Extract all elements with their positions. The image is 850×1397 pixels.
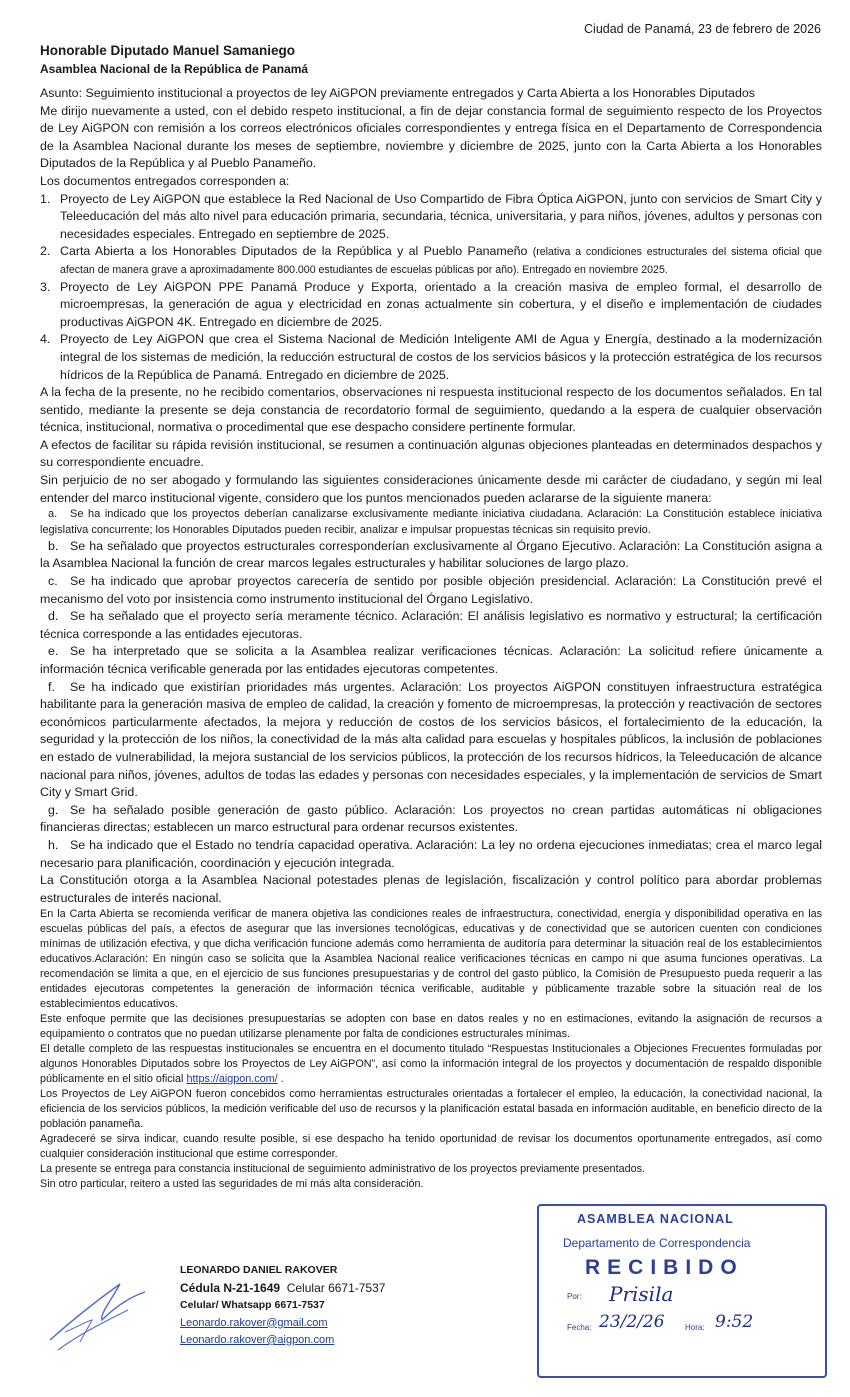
docs-header: Los documentos entregados corresponden a:	[40, 173, 290, 188]
open-letter-paragraph: En la Carta Abierta se recomienda verificar de manera objetiva las condiciones reales de infraestructura, conectividad, energía y disponibilidad operativa en las escuelas públicas del país, a efectos de asegurar que las inversiones tecnológicas, educativas y de conectividad que se autoricen cuenten con condiciones mínimas de utilización efectiva, y que dicha verificación funcione además como herramienta de auditoría para determinar la situación real de los establecimientos educativos.Aclaración: En ningún caso se solicita que la Asamblea Nacional realice verificaciones técnicas en campo ni que asuma funciones operativas. La recomendación se limita a que, en el ejercicio de sus funciones presupuestarias y de control del gasto público, la Comisión de Presupuesto pueda requerir a las entidades ejecutoras competentes la generación de información técnica verificable, auditable y públicamente trazable sobre la situación real de los establecimientos educativos.	[40, 908, 822, 1011]
subject-line: Asunto: Seguimiento institucional a proyectos de ley AiGPON previamente entregados y Carta Abierta a los Honorables Diputados	[40, 86, 755, 100]
approach-paragraph: Este enfoque permite que las decisiones presupuestarias se adopten con base en datos reales y no en estimaciones, evitando la asignación de recursos a equipamiento o contratos que no puedan utilizarse plenamente por falta de condiciones estructurales mínimas.	[40, 1013, 822, 1041]
stamp-org: ASAMBLEA NACIONAL	[577, 1212, 734, 1226]
stamp-fecha-label: Fecha:	[567, 1323, 592, 1332]
thanks-paragraph: Agradeceré se sirva indicar, cuando resulte posible, si ese despacho ha tenido oportunidad de revisar los documentos oportunamente entregados, así como cualquier consideración institucional que estime corresponder.	[40, 1133, 822, 1161]
no-response-paragraph: A la fecha de la presente, no he recibido comentarios, observaciones ni respuesta institucional respecto de los documentos señalados. En tal sentido, mediante la presente se deja constancia de recordatorio formal de seguimiento, quedando a la espera de cualquier observación técnica, institucional, normativa o procedimental que ese despacho considere pertinente formular.	[40, 385, 822, 435]
deliver-paragraph: La presente se entrega para constancia institucional de seguimiento administrativo de los proyectos previamente presentados.	[40, 1163, 645, 1176]
no-lawyer-paragraph: Sin perjuicio de no ser abogado y formulando las siguientes consideraciones únicamente desde mi carácter de ciudadano, y según mi leal entender del marco institucional vigente, considero que los puntos mencionados pueden aclararse de la siguiente manera:	[40, 473, 822, 505]
closing-paragraph: Sin otro particular, reitero a usted las seguridades de mi más alta consideración.	[40, 1178, 424, 1191]
recipient-name: Honorable Diputado Manuel Samaniego	[40, 43, 296, 58]
website-link[interactable]: https://aigpon.com/	[186, 1073, 278, 1086]
objection-item: a. Se ha indicado que los proyectos deberían canalizarse exclusivamente mediante iniciativa ciudadana. Aclaración: La Constitución establece iniciativa legislativa concurrente; los Honorables Diputados pueden recibir, analizar e impulsar propuestas técnicas sin requisito previo.	[40, 508, 822, 536]
signer-id-line: Cédula N-21-1649 Celular 6671-7537	[180, 1280, 386, 1295]
objection-item: b. Se ha señalado que proyectos estructurales corresponderían exclusivamente al Órgano Ejecutivo. Aclaración: La Constitución asigna a la Asamblea Nacional la función de crear marcos legales estructurales y habilitar soluciones de largo plazo.	[40, 538, 822, 571]
list-item: 2. Carta Abierta a los Honorables Diputados de la República y al Pueblo Panameño (relativa a condiciones estructurales del sistema oficial que afectan de manera grave a aproximadamente 800.000 estudiantes de escuelas públicas por año). Entregado en noviembre 2025.	[40, 244, 822, 276]
stamp-hora-value: 9:52	[715, 1312, 754, 1332]
stamp-fecha-value: 23/2/26	[599, 1312, 665, 1332]
signer-name: LEONARDO DANIEL RAKOVER	[180, 1264, 338, 1276]
stamp-border	[537, 1204, 827, 1378]
objection-item: h. Se ha indicado que el Estado no tendría capacidad operativa. Aclaración: La ley no ordena ejecuciones inmediatas; crea el marco legal necesario para planificación, coordinación y ejecución integrada.	[40, 837, 822, 870]
detail-paragraph: El detalle completo de las respuestas institucionales se encuentra en el documento titulado “Respuestas Institucionales a Objeciones Frecuentes formuladas por algunos Honorables Diputados sobre los Proyectos de Ley AiGPON”, así como la información integral de los proyectos y documentación de respaldo disponible públicamente en el sitio oficial https://aigpon.com/ .	[40, 1043, 822, 1086]
email-link-gmail[interactable]: Leonardo.rakover@gmail.com	[180, 1316, 328, 1329]
email-link-aigpon[interactable]: Leonardo.rakover@aigpon.com	[180, 1334, 335, 1346]
stamp-por-label: Por:	[567, 1292, 582, 1301]
objection-item: d. Se ha señalado que el proyecto sería meramente técnico. Aclaración: El análisis legislativo es normativo y estructural; la certificación técnica corresponde a las entidades ejecutoras.	[40, 609, 822, 641]
signer-block	[180, 1262, 385, 1350]
objection-item: g. Se ha señalado posible generación de gasto público. Aclaración: Los proyectos no crean partidas automáticas ni obligaciones financieras directas; establecen un marco estructural para ordenar recursos existentes.	[40, 802, 822, 835]
list-item: 1. Proyecto de Ley AiGPON que establece la Red Nacional de Uso Compartido de Fibra Óptica AiGPON, junto con servicios de Smart City y Teleeducación del más alto nivel para educación primaria, secundaria, técnica, universitaria, y para niños, jóvenes, adultos y personas con necesidades especiales. Entregado en septiembre de 2025.	[40, 191, 822, 241]
objection-item: e. Se ha interpretado que se solicita a la Asamblea realizar verificaciones técnicas. Aclaración: La solicitud refiere únicamente a información técnica verificable generada por las entidades ejecutoras competentes.	[40, 644, 822, 676]
received-stamp	[537, 1204, 825, 1376]
list-item: 4. Proyecto de Ley AiGPON que crea el Sistema Nacional de Medición Inteligente AMI de Agua y Energía, destinado a la modernización integral de los sistemas de medición, la reducción estructural de costos de los servicios básicos y la protección estratégica de los recursos hídricos de la República de Panamá. Entregado en diciembre de 2025.	[40, 332, 822, 382]
stamp-dept: Departamento de Correspondencia	[563, 1236, 751, 1250]
objection-item: f. Se ha indicado que existirían prioridades más urgentes. Aclaración: Los proyectos AiGPON constituyen infraestructura estratégica habilitante para la generación masiva de empleo de calidad, la creación y fomento de microempresas, la protección y reactivación de sectores económicos particularmente afectados, la mejora y reducción de costos de los servicios básicos, el fortalecimiento de la educación, la seguridad y la protección de los niños, la conectividad de la más alta calidad para escuelas y hospitales públicos, la inclusión de poblaciones en estado de vulnerabilidad, la mejora sustancial de los servicios públicos, la protección de los recursos hídricos, la Teleeducación de alcance nacional para niños, jóvenes, adultos de todas las edades y personas con necesidades especiales, y la implementación de servicios de Smart City y Smart Grid.	[40, 679, 822, 800]
list-item: 3. Proyecto de Ley AiGPON PPE Panamá Produce y Exporta, orientado a la creación masiva de empleo formal, el desarrollo de microempresas, la generación de agua y electricidad en zonas actualmente sin cobertura, y el diseño e implementación de ciudades productivas AiGPON 4K. Entregado en diciembre de 2025.	[40, 279, 822, 329]
recipient-block	[40, 42, 308, 78]
documents-list	[40, 191, 822, 385]
stamp-status: RECIBIDO	[585, 1256, 744, 1279]
objection-item: c. Se ha indicado que aprobar proyectos carecería de sentido por posible objeción presidencial. Aclaración: La Constitución prevé el mecanismo del voto por insistencia como instrumento institucional del Órgano Legislativo.	[40, 574, 822, 606]
handwritten-signature	[40, 1262, 160, 1362]
constitution-paragraph: La Constitución otorga a la Asamblea Nacional potestades plenas de legislación, fiscalización y control político para abordar problemas estructurales de interés nacional.	[40, 873, 822, 905]
letter-date: Ciudad de Panamá, 23 de febrero de 2026	[584, 22, 821, 36]
intro-paragraph: Me dirijo nuevamente a usted, con el debido respeto institucional, a fin de dejar constancia formal de seguimiento respecto de los Proyectos de Ley AiGPON con remisión a los correos electrónicos oficiales correspondientes y entrega física en el Departamento de Correspondencia de la Asamblea Nacional durante los meses de septiembre, noviembre y diciembre de 2025, junto con la Carta Abierta a los Honorables Diputados de la República y al Pueblo Panameño.	[40, 103, 822, 171]
stamp-hora-label: Hora:	[685, 1323, 705, 1332]
stamp-por-value: Prisila	[609, 1282, 674, 1306]
letter-body	[40, 85, 822, 1192]
recipient-org: Asamblea Nacional de la República de Panamá	[40, 62, 309, 76]
signer-whatsapp: Celular/ Whatsapp 6671-7537	[180, 1299, 325, 1311]
conceived-paragraph: Los Proyectos de Ley AiGPON fueron concebidos como herramientas estructurales orientadas a fortalecer el empleo, la educación, la conectividad nacional, la eficiencia de los servicios públicos, la medición verificable del uso de recursos y la planificación estatal basada en información auditable, en beneficio directo de la población panameña.	[40, 1088, 822, 1131]
facilitate-paragraph: A efectos de facilitar su rápida revisión institucional, se resumen a continuación algunas objeciones planteadas en determinados despachos y su correspondiente encuadre.	[40, 437, 822, 470]
